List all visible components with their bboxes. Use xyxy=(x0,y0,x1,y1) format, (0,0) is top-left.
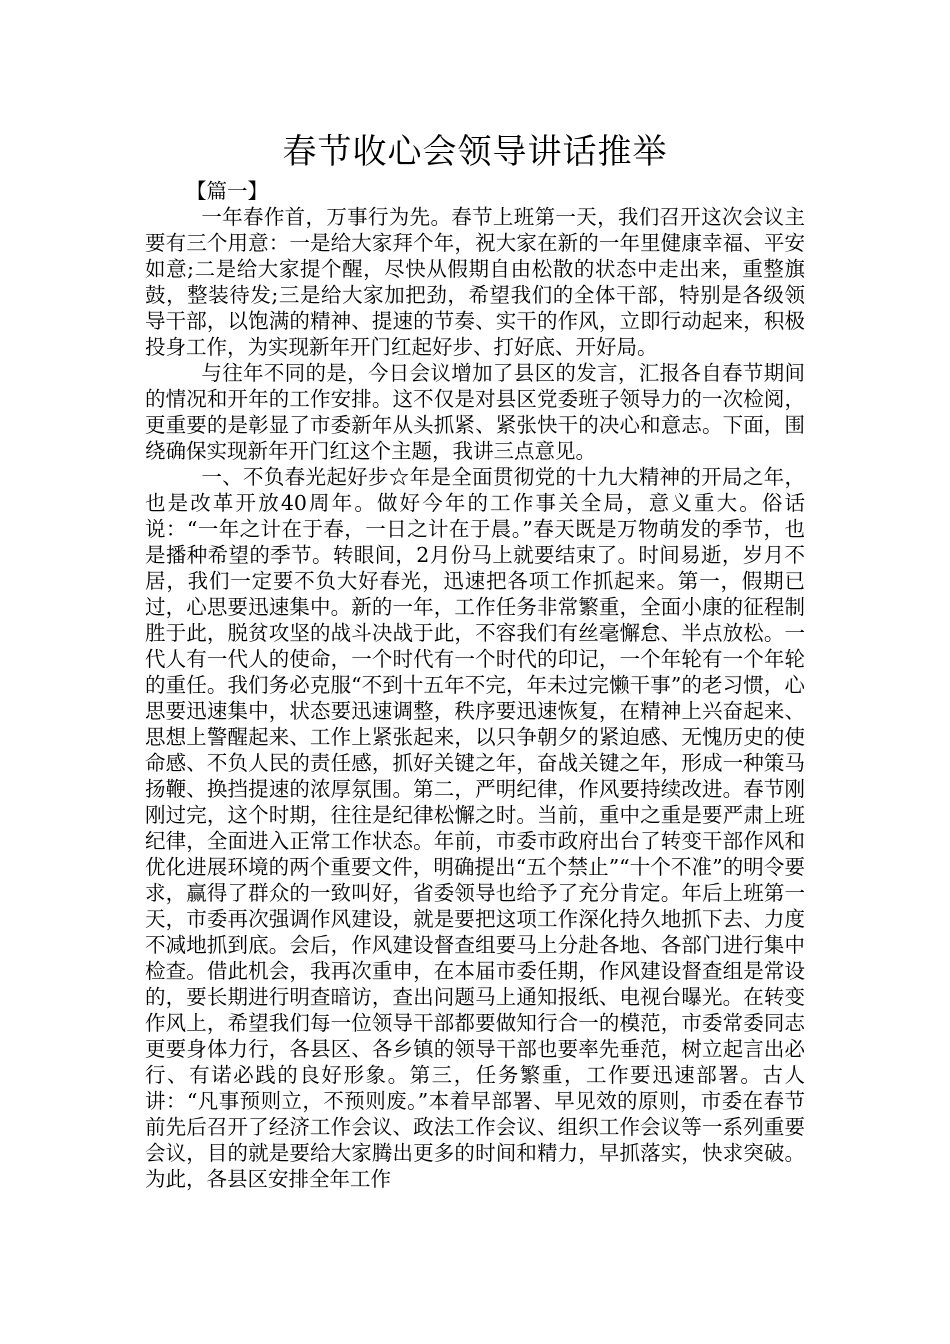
document-title: 春节收心会领导讲话推举 xyxy=(282,132,668,172)
section-label: 【篇一】 xyxy=(186,179,268,203)
document-page xyxy=(145,128,805,1192)
paragraph-2: 与往年不同的是，今日会议增加了县区的发言，汇报各自春节期间的情况和开年的工作安排。这不仅是对县区党委班子领导力的一次检阅，更重要的是彰显了市委新年从头抓紧、紧张快干的决心和意志。下面，围绕确保实现新年开门红这个主题，我讲三点意见。 xyxy=(145,361,805,463)
paragraph-3: 一、不负春光起好步☆年是全面贯彻党的十九大精神的开局之年，也是改革开放40周年。做好今年的工作事关全局，意义重大。俗话说：“一年之计在于春，一日之计在于晨。”春天既是万物萌发的季节，也是播种希望的季节。转眼间，2月份马上就要结束了。时间易逝，岁月不居，我们一定要不负大好春光，迅速把各项工作抓起来。第一，假期已过，心思要迅速集中。新的一年，工作任务非常繁重，全面小康的征程制胜于此，脱贫攻坚的战斗决战于此，不容我们有丝毫懈怠、半点放松。一代人有一代人的使命，一个时代有一个时代的印记，一个年轮有一个年轮的重任。我们务必克服“不到十五年不完，年未过完懒干事”的老习惯，心思要迅速集中，状态要迅速调整，秩序要迅速恢复，在精神上兴奋起来、思想上警醒起来、工作上紧张起来，以只争朝夕的紧迫感、无愧历史的使命感、不负人民的责任感，抓好关键之年，奋战关键之年，形成一种策马扬鞭、换挡提速的浓厚氛围。第二，严明纪律，作风要持续改进。春节刚刚过完，这个时期，往往是纪律松懈之时。当前，重中之重是要严肃上班纪律，全面进入正常工作状态。年前，市委市政府出台了转变干部作风和优化进展环境的两个重要文件，明确提出“五个禁止”“十个不准”的明令要求，赢得了群众的一致叫好，省委领导也给予了充分肯定。年后上班第一天，市委再次强调作风建设，就是要把这项工作深化持久地抓下去、力度不减地抓到底。会后，作风建设督查组要马上分赴各地、各部门进行集中检查。借此机会，我再次重申，在本届市委任期，作风建设督查组是常设的，要长期进行明查暗访，查出问题马上通知报纸、电视台曝光。在转变作风上，希望我们每一位领导干部都要做知行合一的模范，市委常委同志更要身体力行，各县区、各乡镇的领导干部也要率先垂范，树立起言出必行、有诺必践的良好形象。第三，任务繁重，工作要迅速部署。古人讲：“凡事预则立，不预则废。”本着早部署、早见效的原则，市委在春节前先后召开了经济工作会议、政法工作会议、组织工作会议等一系列重要会议，目的就是要给大家腾出更多的时间和精力，早抓落实，快求突破。为此，各县区安排全年工作 xyxy=(145,465,805,1191)
paragraph-1: 一年春作首，万事行为先。春节上班第一天，我们召开这次会议主要有三个用意：一是给大家拜个年，祝大家在新的一年里健康幸福、平安如意;二是给大家提个醒，尽快从假期自由松散的状态中走出来，重整旗鼓，整装待发;三是给大家加把劲，希望我们的全体干部，特别是各级领导干部，以饱满的精神、提速的节奏、实干的作风，立即行动起来，积极投身工作，为实现新年开门红起好步、打好底、开好局。 xyxy=(145,205,805,359)
